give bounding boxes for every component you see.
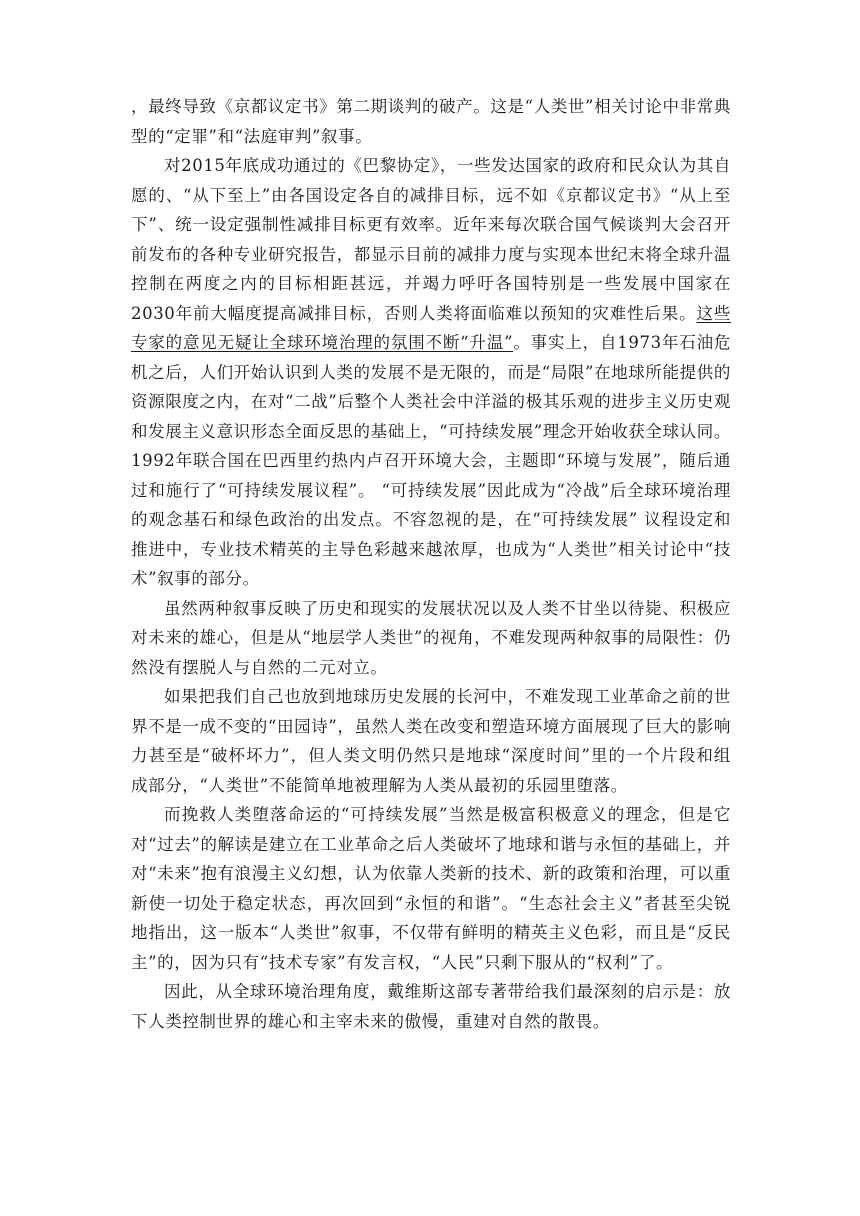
paragraph-4: 如果把我们自己也放到地球历史发展的长河中，不难发现工业革命之前的世界不是一成不变的“田园诗”，虽然人类在改变和塑造环境方面展现了巨大的影响力甚至是“破杯坏力”，但人类文明仍然只是地球“深度时间”里的一个片段和组成部分，“人类世”不能简单地被理解为人类从最初的乐园里堕落。 [131,687,731,795]
paragraph-2 [131,151,731,594]
paragraph-3: 虽然两种叙事反映了历史和现实的发展状况以及人类不甘坐以待毙、积极应对未来的雄心，但是从“地层学人类世”的视角，不难发现两种叙事的局限性：仍然没有摆脱人与自然的二元对立。 [131,598,731,677]
paragraph-5: 而挽救人类堕落命运的“可持续发展”当然是极富积极意义的理念，但是它对“过去”的解读是建立在工业革命之后人类破坏了地球和谐与永恒的基础上，并对“未来”抱有浪漫主义幻想，认为依靠人类新的技术、新的政策和治理，可以重新使一切处于稳定状态，再次回到“永恒的和谐”。“生态社会主义”者甚至尖锐地指出，这一版本“人类世”叙事，不仅带有鲜明的精英主义色彩，而且是“反民主”的，因为只有“技术专家”有发言权，“人民”只剩下服从的“权利”了。 [131,805,731,972]
paragraph-2-text-start: 对2015年底成功通过的《巴黎协定》，一些发达国家的政府和民众认为其自愿的、“从下至上”由各国设定各自的减排目标，远不如《京都议定书》“从上至下”、统一设定强制性减排目标更有效率。近年来每次联合国气候谈判大会召开前发布的各种专业研究报告，都显示目前的减排力度与实现本世纪末将全球升温控制在两度之内的目标相距甚远，并竭力呼吁各国特别是一些发展中国家在2030年前大幅度提高减排目标，否则人类将面临难以预知的灾难性后果。 [131,156,731,323]
underlined-sentence: 这些专家的意见无疑让全球环境治理的氛围不断“升温” [131,303,731,352]
paragraph-2-text-end: 。事实上，自1973年石油危机之后，人们开始认识到人类的发展不是无限的，而是“局限”在地球所能提供的资源限度之内，在对“二战”后整个人类社会中洋溢的极其乐观的进步主义历史观和发展主义意识形态全面反思的基础上，“可持续发展”理念开始收获全球认同。 1992年联合国在巴西里约热内卢召开环境大会，主题即“环境与发展”，随后通过和施行了“可持续发展议程”。 “可持续发展”因此成为“冷战”后全球环境治理的观念基石和绿色政治的出发点。不容忽视的是，在“可持续发展” 议程设定和推进中，专业技术精英的主导色彩越来越浓厚，也成为“人类世”相关讨论中“技术”叙事的部分。 [131,333,731,588]
article-body [131,92,731,1036]
paragraph-1: ，最终导致《京都议定书》第二期谈判的破产。这是“人类世”相关讨论中非常典型的“定罪”和“法庭审判”叙事。 [131,97,731,146]
paragraph-6: 因此，从全球环境治理角度，戴维斯这部专著带给我们最深刻的启示是：放下人类控制世界的雄心和主宰未来的傲慢，重建对自然的散畏。 [131,982,731,1031]
